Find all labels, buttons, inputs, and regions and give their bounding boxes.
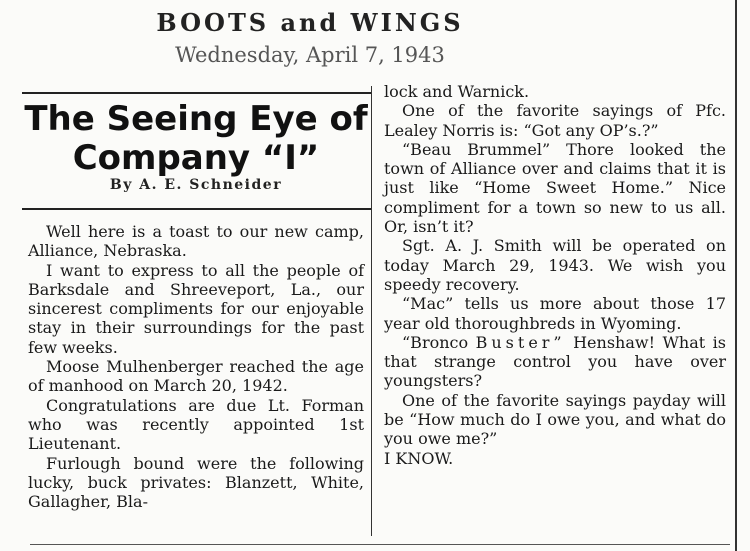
paragraph: Sgt. A. J. Smith will be operated on today March 29, 1943. We wish you speedy recovery. — [384, 236, 726, 294]
byline: By A. E. Schneider — [109, 177, 283, 193]
bronco-open: “Bronco — [402, 332, 469, 352]
headline-top-rule — [22, 92, 372, 94]
paragraph: One of the favorite sayings of Pfc. Lealey Norris is: “Got any OP’s.?” — [384, 101, 726, 140]
headline-line-2: Company “I” — [72, 138, 320, 178]
bronco-nickname: Buster” — [475, 332, 566, 352]
masthead-date: Wednesday, April 7, 1943 — [175, 43, 445, 67]
masthead-title: BOOTS and WINGS — [156, 8, 464, 37]
column-divider — [371, 86, 372, 536]
article-column-right — [384, 82, 726, 468]
paragraph: lock and Warnick. — [384, 82, 530, 101]
article-column-left — [28, 222, 364, 511]
paragraph: Moose Mulhenberger reached the age of manhood on March 20, 1942. — [28, 357, 364, 396]
page-edge — [735, 0, 737, 551]
paragraph: I want to express to all the people of Barksdale and Shreeveport, La., our sincerest compliments for our enjoyable stay in their surroundings for the past few weeks. — [28, 260, 364, 357]
bronco-name: Henshaw! — [573, 332, 655, 352]
headline-bottom-rule — [22, 208, 372, 210]
paragraph: I KNOW. — [384, 448, 454, 468]
page-bottom-rule — [30, 544, 730, 545]
paragraph: Congratulations are due Lt. Forman who was recently appointed 1st Lieutenant. — [28, 395, 364, 454]
paragraph-bronco — [384, 333, 726, 391]
paragraph: One of the favorite sayings payday will be “How much do I owe you, and what do you owe me?” — [384, 390, 726, 449]
headline-line-1: The Seeing Eye of — [24, 99, 368, 139]
bronco-question: What is that strange control you have over youngsters? — [384, 332, 727, 391]
paragraph: “Mac” tells us more about those 17 year old thoroughbreds in Wyoming. — [384, 294, 726, 333]
paragraph: “Beau Brummel” Thore looked the town of Alliance over and claims that it is just like “Home Sweet Home.” Nice compliment for a town so new to us all. Or, isn’t it? — [384, 139, 726, 237]
paragraph: Well here is a toast to our new camp, Alliance, Nebraska. — [28, 222, 364, 261]
paragraph: Furlough bound were the following lucky, buck privates: Blanzett, White, Gallagher, Bla- — [28, 453, 364, 512]
